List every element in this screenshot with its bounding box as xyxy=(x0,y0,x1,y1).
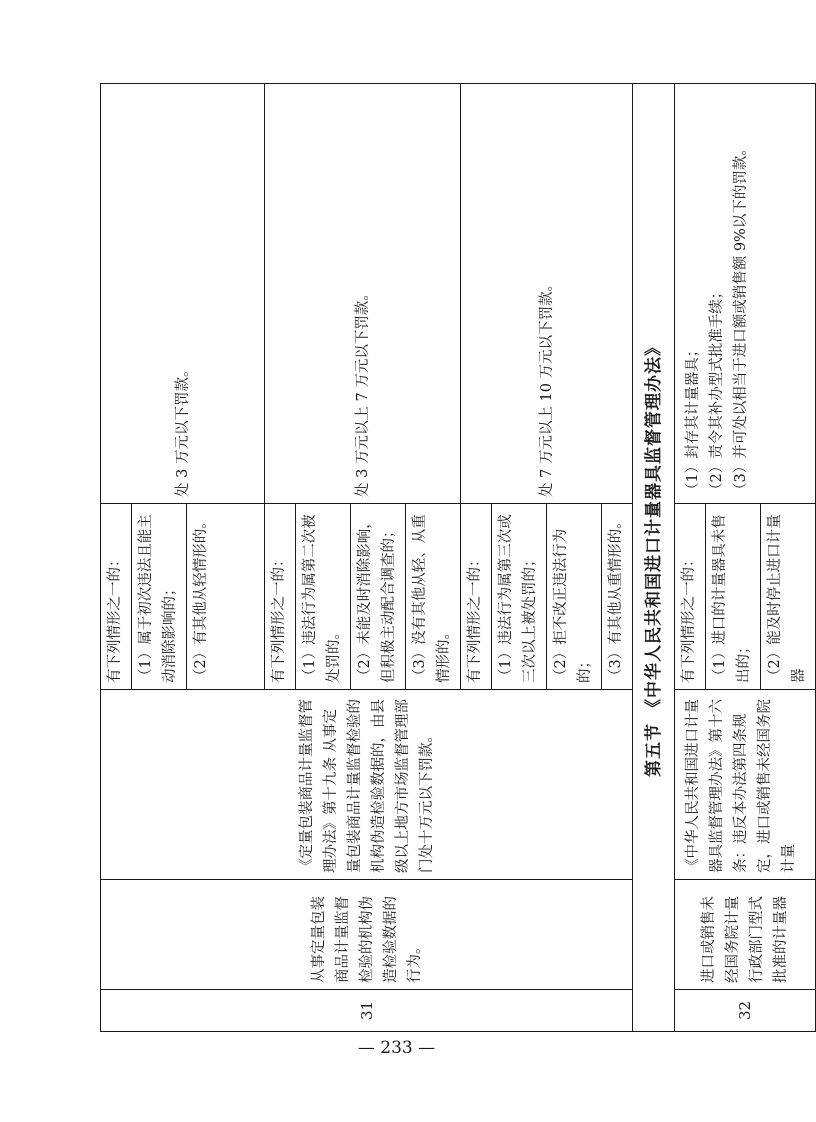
situation-line: （2）有其他从轻情形的。 xyxy=(193,514,209,683)
penalty-line: （2）责令其补办型式批准手续； xyxy=(709,284,725,497)
penalty-line: （1）封存其计量器具； xyxy=(685,342,701,497)
section-heading: 第五节 《中华人民共和国进口计量器具监督管理办法》 xyxy=(633,84,675,1032)
violation-behavior: 进口或销售未经国务院计量行政部门型式批准的计量器 xyxy=(675,880,816,990)
situation-line: （3）没有其他从轻、从重情形的。 xyxy=(412,514,452,683)
situation-cell xyxy=(101,504,265,690)
penalty-cell: 处 7 万元以上 10 万元以下罚款。 xyxy=(461,84,633,504)
situation-line: （2）能及时停止进口计量器 xyxy=(767,514,807,683)
table-row xyxy=(675,84,816,1032)
situation-cell xyxy=(675,504,816,690)
situation-line: （1）进口的计量器具未售出的； xyxy=(706,504,761,689)
situation-line: （2）拒不改正违法行为的； xyxy=(547,504,602,689)
situation-line: （2）未能及时消除影响，但积极主动配合调查的； xyxy=(351,504,406,689)
legal-basis: 《中华人民共和国进口计量器具监督管理办法》第十六条：违反本办法第四条规定，进口或销售未经国务院计量 xyxy=(675,690,816,880)
table-row xyxy=(101,84,265,1032)
situation-line: 有下列情形之一的： xyxy=(675,504,706,689)
legal-basis: 《定量包装商品计量监督管理办法》第十九条 从事定量包装商品计量监督检验的机构伪造检验数据的，由县级以上地方市场监督管理部门处十万元以下罚款。 xyxy=(101,690,633,880)
situation-line: （1）违法行为属第三次或三次以上被处罚的； xyxy=(492,504,547,689)
situation-line: （1）违法行为属第二次被处罚的。 xyxy=(296,504,351,689)
section-row xyxy=(633,84,675,1032)
rotated-table-page xyxy=(100,84,807,1032)
penalty-cell: 处 3 万元以上 7 万元以下罚款。 xyxy=(265,84,461,504)
penalty-line: （3）并可处以相当于进口额或销售额 9%以下的罚款。 xyxy=(733,141,749,497)
situation-line: 有下列情形之一的： xyxy=(101,504,132,689)
situation-line: 有下列情形之一的： xyxy=(265,504,296,689)
situation-cell xyxy=(265,504,461,690)
situation-cell xyxy=(461,504,633,690)
situation-line: （1）属于初次违法且能主动消除影响的； xyxy=(132,504,187,689)
penalty-standard-table xyxy=(100,83,816,1032)
violation-behavior: 从事定量包装商品计量监督检验的机构伪造检验数据的行为。 xyxy=(101,880,633,990)
situation-line: （3）有其他从重情形的。 xyxy=(608,514,624,683)
row-number: 31 xyxy=(101,990,633,1032)
page-number: — 233 — xyxy=(357,1038,436,1058)
situation-line: 有下列情形之一的： xyxy=(461,504,492,689)
row-number: 32 xyxy=(675,990,816,1032)
penalty-cell xyxy=(675,84,816,504)
penalty-cell: 处 3 万元以下罚款。 xyxy=(101,84,265,504)
